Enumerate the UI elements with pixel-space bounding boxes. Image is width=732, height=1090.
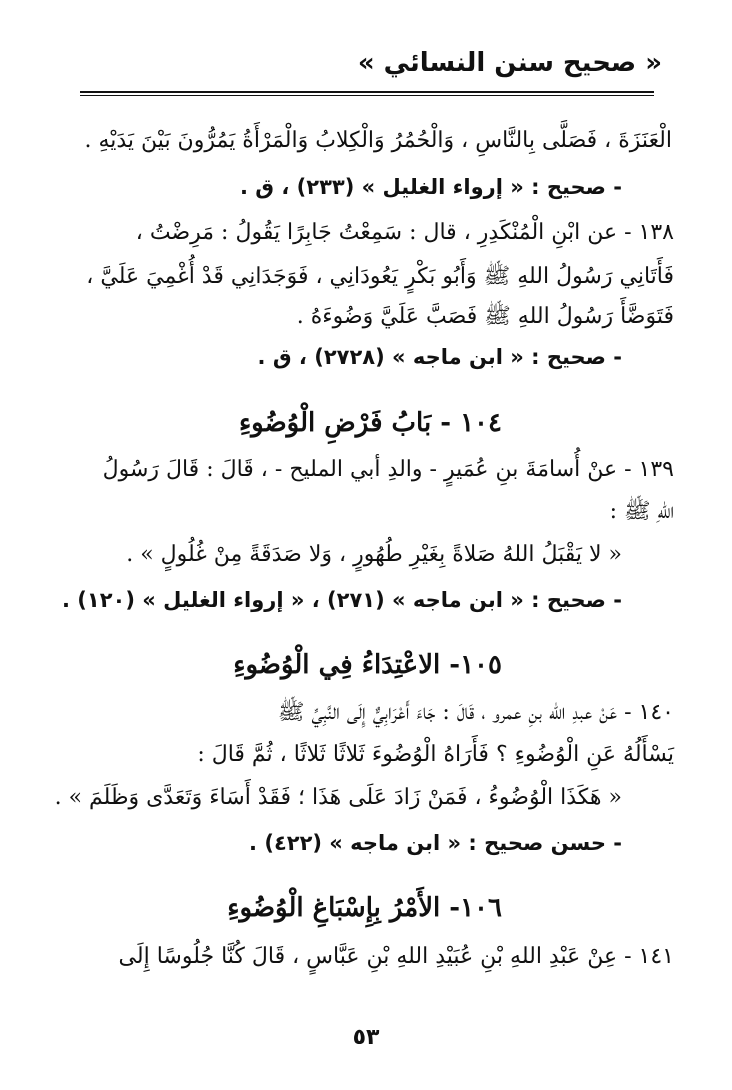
chapter-heading-104: ١٠٤ - بَابُ فَرْضِ الْوُضُوءِ: [238, 408, 502, 438]
text-line: اللهِ ﷺ :: [609, 499, 674, 524]
header-rule: [80, 91, 654, 93]
hadith-139-start: ١٣٩ - عنْ أُسامَةَ بنِ عُمَيرٍ - والدِ أبي المليح - ، قَالَ : قَالَ رَسُولُ: [102, 457, 674, 482]
grading-line: - صحيح : « ابن ماجه » (٢٧١) ، « إرواء الغليل » (١٢٠) .: [62, 588, 622, 612]
hadith-138-start: ١٣٨ - عن ابْنِ الْمُنْكَدِرِ ، قال : سَمِعْتُ جَابِرًا يَقُولُ : مَرِضْتُ ،: [135, 220, 674, 245]
chapter-heading-105: ١٠٥- الاعْتِدَاءُ فِي الْوُضُوءِ: [233, 650, 502, 680]
hadith-quote: « هَكَذَا الْوُضُوءُ ، فَمَنْ زَادَ عَلَى هَذَا ؛ فَقَدْ أَسَاءَ وَتَعَدَّى وَظَلَمَ » .: [54, 785, 622, 810]
grading-line: - صحيح : « ابن ماجه » (٢٧٢٨) ، ق .: [257, 345, 622, 369]
hadith-140-start: ١٤٠ - عَنْ عبدِ الله بنِ عمرو ، قَالَ : جَاءَ أَعْرَابِيٌّ إِلَى النَّبِيِّ ﷺ: [277, 700, 674, 725]
page-number: ٥٣: [352, 1025, 380, 1050]
header-rule-thin: [80, 95, 654, 96]
running-header: « صحيح سنن النسائي »: [357, 48, 662, 78]
text-line: الْعَنَزَةَ ، فَصَلَّى بِالنَّاسِ ، وَالْحُمُرُ وَالْكِلابُ وَالْمَرْأَةُ يَمُرُّونَ بَيْنَ يَدَيْهِ .: [84, 128, 672, 153]
hadith-quote: « لا يَقْبَلُ اللهُ صَلاةً بِغَيْرِ طُهُورٍ ، وَلا صَدَقَةً مِنْ غُلُولٍ » .: [126, 542, 622, 567]
grading-line: - حسن صحيح : « ابن ماجه » (٤٢٢) .: [249, 831, 622, 855]
hadith-141-start: ١٤١ - عِنْ عَبْدِ اللهِ بْنِ عُبَيْدِ اللهِ بْنِ عَبَّاسٍ ، قَالَ كُنَّا جُلُوسًا إِلَى: [118, 944, 674, 969]
text-line: فَأَتَانِي رَسُولُ اللهِ ﷺ وَأَبُو بَكْرٍ يَعُودَانِي ، فَوَجَدَانِي قَدْ أُغْمِيَ عَلَيَّ ،: [86, 264, 674, 289]
text-line: يَسْأَلُهُ عَنِ الْوُضُوءِ ؟ فَأَرَاهُ الْوُضُوءَ ثَلاثًا ثَلاثًا ، ثُمَّ قَالَ :: [197, 742, 674, 767]
text-line: فَتَوَضَّأَ رَسُولُ اللهِ ﷺ فَصَبَّ عَلَيَّ وَضُوءَهُ .: [296, 304, 674, 329]
grading-line: - صحيح : « إرواء الغليل » (٢٣٣) ، ق .: [240, 175, 622, 199]
chapter-heading-106: ١٠٦- الأَمْرُ بِإِسْبَاغِ الْوُضُوءِ: [227, 893, 502, 923]
